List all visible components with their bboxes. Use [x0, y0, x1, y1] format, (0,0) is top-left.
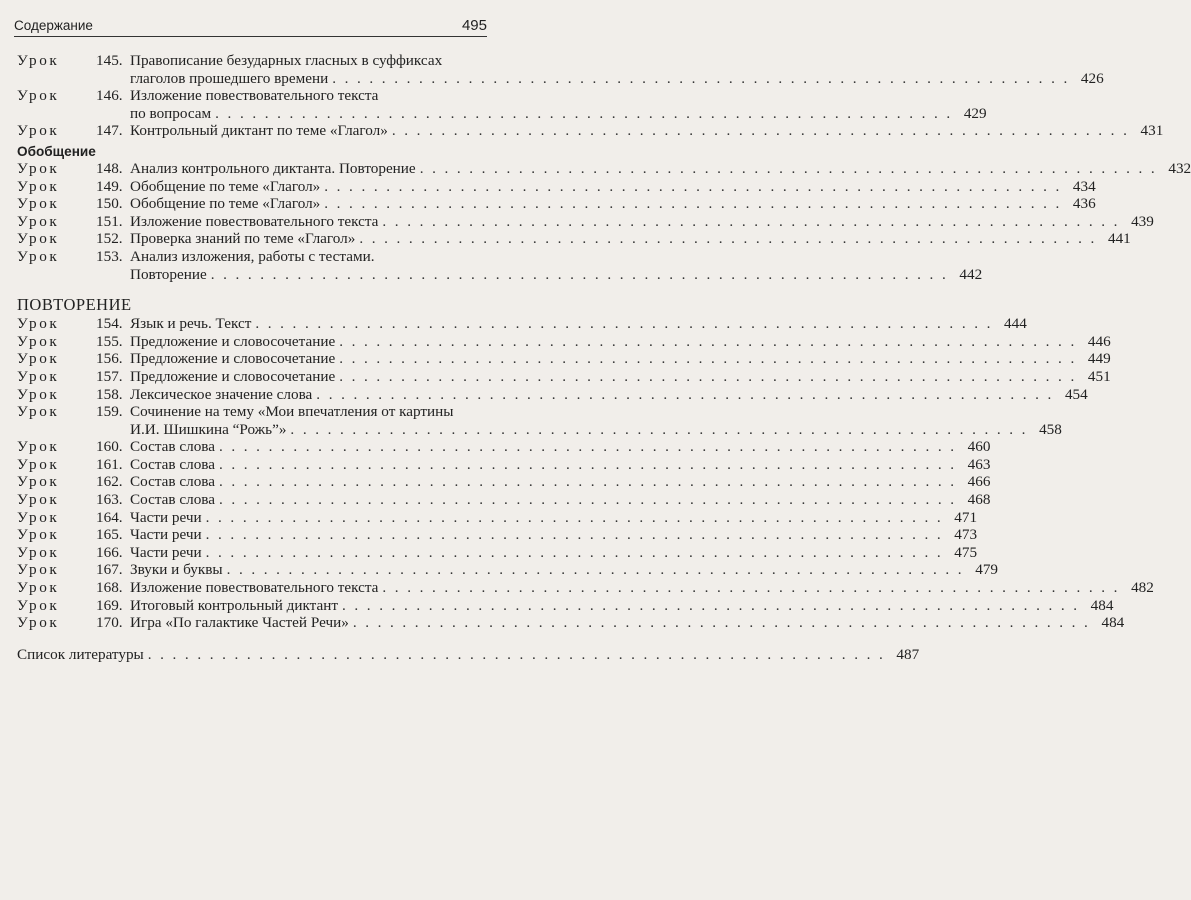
lesson-title-line	[130, 87, 486, 105]
lesson-title-text: Части речи	[130, 526, 202, 544]
toc-entry-continuation	[17, 104, 987, 123]
lesson-label: Урок	[17, 332, 60, 350]
lesson-title-text: Обобщение по теме «Глагол»	[130, 195, 321, 213]
lesson-title-text: Проверка знаний по теме «Глагол»	[130, 230, 356, 248]
leader-dots: . . . . . . . . . . . . . . . . . . . . . . . . . . . . . . . . . . . . . . . . . . . . . . . . . . . . . . . . . . . .	[391, 122, 1130, 140]
toc-entry-continuation	[17, 69, 1104, 88]
lesson-title-line	[130, 122, 1163, 140]
lesson-title-line	[130, 561, 998, 579]
page-ref: 451	[1087, 367, 1111, 385]
toc-entry-lesson	[17, 473, 991, 491]
lesson-number: 152.	[96, 230, 123, 248]
lesson-number: 162.	[96, 473, 123, 491]
page-ref: 482	[1131, 579, 1154, 597]
lesson-number: 150.	[96, 195, 123, 213]
lesson-title-text: Изложение повествовательного текста	[130, 87, 379, 105]
lesson-title-line	[130, 614, 1124, 632]
leader-dots: . . . . . . . . . . . . . . . . . . . . . . . . . . . . . . . . . . . . . . . . . . . . . . . . . . . . . . . . . . . .	[226, 561, 965, 579]
lesson-title-line	[130, 438, 990, 456]
lesson-title-text: Правописание безударных гласных в суффиксах	[130, 52, 443, 69]
toc-entry-lesson	[17, 561, 999, 579]
lesson-label: Урок	[17, 177, 60, 195]
lesson-label: Урок	[17, 367, 60, 385]
lesson-label: Урок	[17, 579, 60, 597]
leader-dots: . . . . . . . . . . . . . . . . . . . . . . . . . . . . . . . . . . . . . . . . . . . . . . . . . . . . . . . . . . . .	[332, 69, 1070, 87]
lesson-number: 157.	[96, 367, 123, 385]
toc-entry-lesson	[17, 491, 991, 509]
toc-group-a	[17, 52, 1164, 140]
lesson-title-text: Обобщение по теме «Глагол»	[130, 177, 321, 195]
lesson-label: Урок	[17, 87, 60, 105]
lesson-title-text: по вопросам	[130, 104, 212, 122]
lesson-title-text: Части речи	[130, 543, 202, 561]
lesson-title-line	[130, 52, 486, 70]
leader-dots: . . . . . . . . . . . . . . . . . . . . . . . . . . . . . . . . . . . . . . . . . . . . . . . . . . . . . . . . . . . .	[219, 473, 957, 491]
lesson-title-line	[130, 473, 990, 491]
lesson-title-line	[130, 597, 1113, 615]
lesson-label: Урок	[17, 230, 60, 248]
lesson-title-text: глаголов прошедшего времени	[130, 69, 329, 87]
lesson-title-line	[130, 213, 1154, 231]
page-ref: 466	[967, 473, 991, 491]
page-ref: 442	[959, 265, 983, 283]
lesson-title-text: Изложение повествовательного текста	[130, 579, 379, 597]
leader-dots: . . . . . . . . . . . . . . . . . . . . . . . . . . . . . . . . . . . . . . . . . . . . . . . . . . . . . . . . . . . .	[205, 543, 944, 561]
page-ref: 463	[967, 455, 991, 473]
lesson-title-text: Предложение и словосочетание	[130, 332, 336, 350]
toc-entry-lesson	[17, 455, 991, 474]
toc-entry-lesson	[17, 248, 486, 266]
lesson-number: 147.	[96, 122, 123, 140]
lesson-title-text: Предложение и словосочетание	[130, 367, 336, 385]
lesson-label: Урок	[17, 455, 60, 473]
lesson-number: 158.	[96, 385, 123, 403]
leader-dots: . . . . . . . . . . . . . . . . . . . . . . . . . . . . . . . . . . . . . . . . . . . . . . . . . . . . . . . . . . . .	[324, 195, 1062, 213]
page-ref: 429	[963, 104, 987, 122]
toc-entry-literature	[17, 645, 920, 664]
leader-dots: . . . . . . . . . . . . . . . . . . . . . . . . . . . . . . . . . . . . . . . . . . . . . . . . . . . . . . . . . . . .	[382, 212, 1120, 230]
leader-dots: . . . . . . . . . . . . . . . . . . . . . . . . . . . . . . . . . . . . . . . . . . . . . . . . . . . . . . . . . . . .	[215, 104, 953, 122]
leader-dots: . . . . . . . . . . . . . . . . . . . . . . . . . . . . . . . . . . . . . . . . . . . . . . . . . . . . . . . . . . . .	[290, 420, 1028, 438]
lesson-title-line	[130, 248, 486, 266]
lesson-title-text: Изложение повествовательного текста	[130, 212, 379, 230]
lesson-title-line	[130, 230, 1131, 248]
lesson-title-line	[130, 509, 977, 527]
lesson-title-text: Повторение	[130, 265, 207, 283]
lesson-label: Урок	[17, 543, 60, 561]
lesson-title-text: Язык и речь. Текст	[130, 315, 252, 333]
lesson-number: 161.	[96, 455, 123, 473]
lesson-label: Урок	[17, 403, 60, 421]
lesson-label: Урок	[17, 212, 60, 230]
toc-entry-lesson	[17, 230, 1131, 248]
toc-entry-lesson	[17, 579, 1154, 597]
lesson-label: Урок	[17, 385, 60, 403]
toc-entry-lesson	[17, 177, 1096, 196]
lesson-title-text: Контрольный диктант по теме «Глагол»	[130, 122, 388, 140]
page-ref: 484	[1101, 614, 1125, 632]
leader-dots: . . . . . . . . . . . . . . . . . . . . . . . . . . . . . . . . . . . . . . . . . . . . . . . . . . . . . . . . . . . .	[219, 438, 957, 456]
lesson-label: Урок	[17, 508, 60, 526]
lesson-title-line	[130, 368, 1111, 386]
page-ref: 460	[967, 438, 991, 456]
lesson-number: 159.	[96, 403, 123, 421]
lesson-title-line	[130, 160, 1191, 178]
page-ref: 441	[1107, 230, 1131, 248]
lesson-number: 166.	[96, 543, 123, 561]
toc-entry-lesson	[17, 403, 486, 421]
lesson-number: 153.	[96, 247, 123, 265]
page-header	[14, 14, 487, 37]
leader-dots: . . . . . . . . . . . . . . . . . . . . . . . . . . . . . . . . . . . . . . . . . . . . . . . . . . . . . . . . . . . .	[359, 230, 1097, 248]
lesson-title-text: Состав слова	[130, 491, 215, 509]
leader-dots: . . . . . . . . . . . . . . . . . . . . . . . . . . . . . . . . . . . . . . . . . . . . . . . . . . . . . . . . . . . .	[316, 385, 1054, 403]
lesson-label: Урок	[17, 315, 60, 333]
running-title: Содержание	[14, 18, 93, 33]
leader-dots: . . . . . . . . . . . . . . . . . . . . . . . . . . . . . . . . . . . . . . . . . . . . . . . . . . . . . . . . . . . .	[205, 526, 944, 544]
lesson-title-line	[130, 315, 1027, 333]
lesson-title-line	[130, 195, 1096, 213]
lesson-number: 170.	[96, 614, 123, 632]
toc-entry-lesson	[17, 195, 1096, 213]
lesson-title-line	[130, 333, 1111, 351]
lesson-label: Урок	[17, 614, 60, 632]
page-ref: 439	[1131, 212, 1154, 230]
section-heading-repetition: ПОВТОРЕНИЕ	[17, 295, 132, 315]
lesson-number: 168.	[96, 579, 123, 597]
toc-entry-continuation	[17, 265, 983, 284]
lesson-title-text: Состав слова	[130, 438, 215, 456]
lesson-title-line	[130, 579, 1154, 597]
lesson-title-line	[130, 526, 977, 544]
page-ref: 475	[954, 543, 978, 561]
lesson-number: 154.	[96, 315, 123, 333]
lesson-number: 148.	[96, 159, 123, 177]
lesson-label: Урок	[17, 350, 60, 368]
lesson-label: Урок	[17, 596, 60, 614]
leader-dots: . . . . . . . . . . . . . . . . . . . . . . . . . . . . . . . . . . . . . . . . . . . . . . . . . . . . . . . . . . . .	[339, 367, 1077, 385]
toc-group-c	[17, 315, 1154, 632]
leader-dots: . . . . . . . . . . . . . . . . . . . . . . . . . . . . . . . . . . . . . . . . . . . . . . . . . . . . . . . . . . . .	[255, 315, 993, 333]
lesson-title-text: Звуки и буквы	[130, 561, 223, 579]
page-ref: 446	[1087, 332, 1111, 350]
page-ref: 431	[1140, 122, 1164, 140]
toc-entry-lesson	[17, 526, 978, 544]
lesson-title-line	[130, 491, 990, 509]
lesson-label: Урок	[17, 526, 60, 544]
lesson-title-line	[130, 178, 1096, 196]
leader-dots: . . . . . . . . . . . . . . . . . . . . . . . . . . . . . . . . . . . . . . . . . . . . . . . . . . . . . . . . . . . .	[210, 265, 949, 283]
toc-group-b	[17, 159, 1191, 283]
lesson-label: Урок	[17, 52, 60, 69]
section-heading-generalization: Обобщение	[17, 143, 96, 159]
page-ref: 454	[1064, 385, 1088, 403]
toc-entry-lesson	[17, 87, 486, 105]
lesson-title-text: Предложение и словосочетание	[130, 350, 336, 368]
lesson-title-line	[130, 456, 990, 474]
toc-entry-continuation	[17, 420, 1062, 439]
lesson-title-line	[130, 70, 1104, 88]
lesson-number: 146.	[96, 87, 123, 105]
page-ref: 432	[1168, 159, 1191, 177]
page-ref: 426	[1080, 69, 1104, 87]
lesson-label: Урок	[17, 122, 60, 140]
lesson-title-text: Анализ контрольного диктанта. Повторение	[130, 159, 416, 177]
toc-entry-lesson	[17, 332, 1111, 351]
leader-dots: . . . . . . . . . . . . . . . . . . . . . . . . . . . . . . . . . . . . . . . . . . . . . . . . . . . . . . . . . . . .	[352, 614, 1091, 632]
lesson-number: 165.	[96, 526, 123, 544]
lesson-title-text: Игра «По галактике Частей Речи»	[130, 614, 349, 632]
leader-dots: . . . . . . . . . . . . . . . . . . . . . . . . . . . . . . . . . . . . . . . . . . . . . . . . . . . . . . . . . . . .	[419, 159, 1158, 177]
literature-page: 487	[896, 645, 920, 663]
lesson-label: Урок	[17, 491, 60, 509]
lesson-title-text: Части речи	[130, 508, 202, 526]
leader-dots: . . . . . . . . . . . . . . . . . . . . . . . . . . . . . . . . . . . . . . . . . . . . . . . . . . . . . . . . . . . .	[324, 177, 1062, 195]
lesson-title-line	[130, 105, 987, 123]
page-ref: 471	[954, 508, 978, 526]
lesson-number: 151.	[96, 212, 123, 230]
lesson-number: 169.	[96, 596, 123, 614]
toc-entry-lesson	[17, 212, 1154, 231]
toc-entry-lesson	[17, 122, 1164, 140]
lesson-title-text: Лексическое значение слова	[130, 385, 313, 403]
leader-dots: . . . . . . . . . . . . . . . . . . . . . . . . . . . . . . . . . . . . . . . . . . . . . . . . . . . . . . . . . . . .	[382, 579, 1120, 597]
toc-entry-lesson	[17, 508, 978, 527]
lesson-number: 149.	[96, 177, 123, 195]
leader-dots: . . . . . . . . . . . . . . . . . . . . . . . . . . . . . . . . . . . . . . . . . . . . . . . . . . . . . . . . . . . .	[339, 332, 1077, 350]
lesson-label: Урок	[17, 473, 60, 491]
lesson-title-text: Анализ изложения, работы с тестами.	[130, 247, 375, 265]
page-ref: 473	[954, 526, 978, 544]
lesson-number: 167.	[96, 561, 123, 579]
page-ref: 444	[1004, 315, 1027, 333]
page-ref: 458	[1039, 420, 1062, 438]
lesson-title-text: Состав слова	[130, 473, 215, 491]
lesson-title-text: Состав слова	[130, 455, 215, 473]
lesson-number: 155.	[96, 332, 123, 350]
toc-entry-lesson	[17, 543, 978, 562]
toc-entry-lesson	[17, 52, 486, 70]
lesson-number: 163.	[96, 491, 123, 509]
toc-entry-lesson	[17, 350, 1111, 368]
leader-dots: . . . . . . . . . . . . . . . . . . . . . . . . . . . . . . . . . . . . . . . . . . . . . . . . . . . . . . . . . . . .	[342, 596, 1080, 614]
lesson-title-text: Сочинение на тему «Мои впечатления от картины	[130, 403, 454, 421]
page-ref: 436	[1072, 195, 1096, 213]
toc-entry-lesson	[17, 159, 1191, 178]
toc-entry-lesson	[17, 438, 991, 456]
lesson-title-line	[130, 403, 486, 421]
page-ref: 468	[967, 491, 991, 509]
page-ref: 484	[1090, 596, 1114, 614]
lesson-title-text: Итоговый контрольный диктант	[130, 596, 339, 614]
lesson-title-text: И.И. Шишкина “Рожь”»	[130, 420, 287, 438]
toc-entry-lesson	[17, 315, 1027, 333]
lesson-label: Урок	[17, 247, 60, 265]
lesson-title-line	[130, 350, 1111, 368]
table-of-contents	[17, 52, 1191, 664]
leader-dots: . . . . . . . . . . . . . . . . . . . . . . . . . . . . . . . . . . . . . . . . . . . . . . . . . . . . . . . . . . . .	[339, 350, 1077, 368]
lesson-title-line	[130, 266, 982, 284]
page-ref: 449	[1087, 350, 1111, 368]
toc-entry-lesson	[17, 385, 1088, 404]
page-number: 495	[461, 17, 487, 34]
lesson-title-line	[130, 544, 977, 562]
lesson-number: 156.	[96, 350, 123, 368]
page-ref: 479	[975, 561, 999, 579]
lesson-label: Урок	[17, 561, 60, 579]
literature-title: Список литературы	[17, 645, 144, 663]
leader-dots: . . . . . . . . . . . . . . . . . . . . . . . . . . . . . . . . . . . . . . . . . . . . . . . . . . . . . . . . . . . .	[219, 455, 957, 473]
lesson-number: 145.	[96, 52, 123, 69]
lesson-label: Урок	[17, 195, 60, 213]
page-ref: 434	[1072, 177, 1096, 195]
toc-entry-lesson	[17, 614, 1125, 632]
toc-entry-lesson	[17, 367, 1111, 386]
lesson-label: Урок	[17, 159, 60, 177]
toc-entry-lesson	[17, 596, 1114, 615]
lesson-label: Урок	[17, 438, 60, 456]
leader-dots: . . . . . . . . . . . . . . . . . . . . . . . . . . . . . . . . . . . . . . . . . . . . . . . . . . . . . . . . . . . .	[205, 508, 944, 526]
leader-dots: . . . . . . . . . . . . . . . . . . . . . . . . . . . . . . . . . . . . . . . . . . . . . . . . . . . . . . . . . . . .	[219, 491, 957, 509]
lesson-number: 164.	[96, 508, 123, 526]
lesson-title-line	[130, 386, 1088, 404]
leader-dots: . . . . . . . . . . . . . . . . . . . . . . . . . . . . . . . . . . . . . . . . . . . . . . . . . . . . . . . . . . . .	[147, 645, 886, 663]
lesson-number: 160.	[96, 438, 123, 456]
lesson-title-line	[130, 421, 1062, 439]
